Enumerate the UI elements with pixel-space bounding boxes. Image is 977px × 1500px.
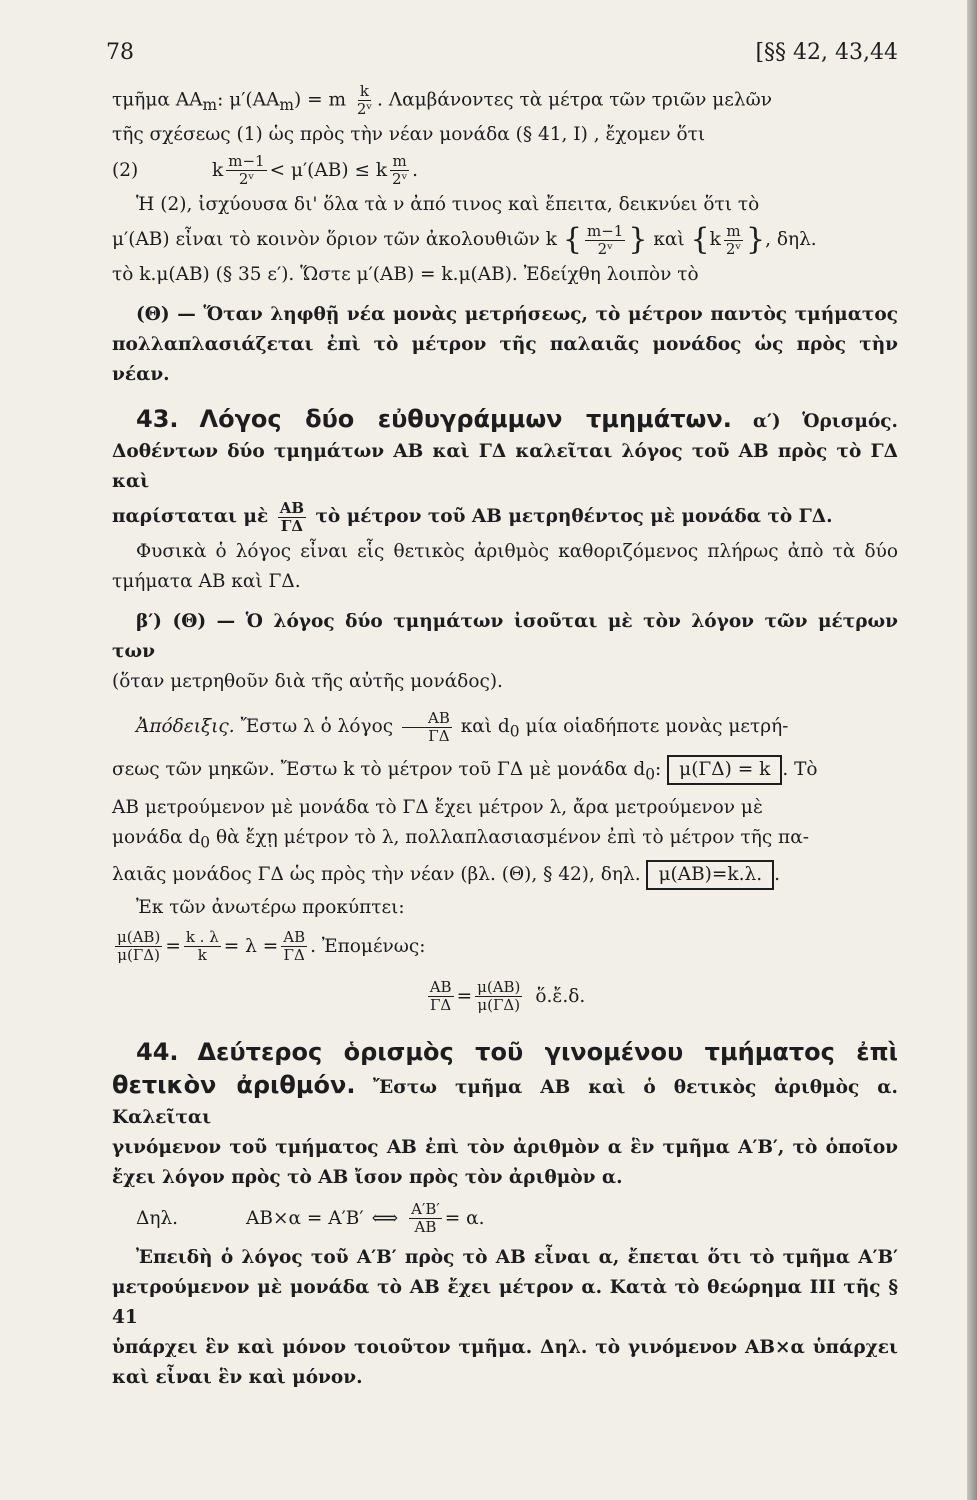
section-44 <box>112 1037 898 1393</box>
paragraph-2-line-3: τὸ k.μ(ΑΒ) (§ 35 ε′). Ὥστε μ′(ΑΒ) = k.μ(ΑΒ). Ἐδείχθη λοιπὸν τὸ <box>112 264 699 286</box>
boxed-mu-gd: μ(ΓΔ) = k <box>667 755 782 785</box>
final-equation: $\frac{AB}{\Gamma\Delta}$ = $\frac{\mu(AB)}{\mu(\Gamma\Delta)}$ ὅ.ἔ.δ. <box>429 977 586 1014</box>
section-reference: [§§ 42, 43,44 <box>755 40 898 65</box>
section-43 <box>112 404 898 1023</box>
definition-line-1: Δοθέντων δύο τμημάτων ΑΒ καὶ ΓΔ καλεῖται λόγος τοῦ ΑΒ πρὸς τὸ ΓΔ καὶ <box>112 441 898 493</box>
closing-paragraph-2: ὑπάρχει ἓν καὶ μόνον τοιοῦτον τμῆμα. Δηλ. τὸ γινόμενον ΑΒ×α ὑπάρχει καὶ εἶναι ἓν καὶ μόνον. <box>112 1337 898 1389</box>
subsection-b-theorem: β′) (Θ) — Ὁ λόγος δύο τμημάτων ἰσοῦται μὲ τὸν λόγον τῶν μέτρων των <box>112 611 898 663</box>
definition-equation: Δηλ. ΑΒ×α = Α′Β′ ⟺ $\frac{A'B'}{AB}$ = α. <box>136 1199 485 1236</box>
definition-line-2: παρίσταται μὲ $\frac{AB}{\Gamma\Delta}$ τὸ μέτρον τοῦ ΑΒ μετρηθέντος μὲ μονάδα τὸ ΓΔ. <box>112 498 833 535</box>
page-edge <box>967 0 977 1500</box>
qed-mark: ὅ.ἔ.δ. <box>535 985 586 1007</box>
ratio-remark: Φυσικὰ ὁ λόγος εἶναι εἷς θετικὸς ἀριθμὸς καθοριζόμενος πλήρως ἀπὸ τὰ δύο τμήματα ΑΒ καὶ ΓΔ. <box>112 541 898 593</box>
section-44-definition: γινόμενον τοῦ τμήματος ΑΒ ἐπὶ τὸν ἀριθμὸν α ἓν τμῆμα Α′Β′, τὸ ὁποῖον ἔχει λόγον πρὸς τὸ ΑΒ ἴσον πρὸς τὸν ἀριθμὸν α. <box>112 1137 898 1189</box>
intro-line-1: τμῆμα $AA_m$: $\mu'(AA_m) = m$ $\frac{k}{\text{2ᵛ}}$ . Λαμβάνοντες τὰ μέτρα τῶν τριῶν μελῶν <box>112 82 772 118</box>
proof-line-4: μονάδα $d_0$ θὰ ἔχῃ μέτρον τὸ λ, πολλαπλασιασμένον ἐπὶ τὸ μέτρον τῆς πα- <box>112 826 809 852</box>
equivalence-arrow: ⟺ <box>371 1207 399 1229</box>
proof-line-1: Ἀπόδειξις. Ἔστω λ ὁ λόγος $\frac{AB}{\Gamma\Delta}$ καὶ $d_0$ μία οἱαδήποτε μονὰς μετρή- <box>136 708 789 745</box>
equation-label: (2) <box>112 159 139 181</box>
proof-label: Ἀπόδειξις. <box>136 716 235 738</box>
section-44-title: Δεύτερος ὁρισμὸς τοῦ γινομένου τμήματος ἐπὶ θετικὸν ἀριθμόν. <box>112 1038 898 1100</box>
ratio-equation: $\frac{\mu(AB)}{\mu(\Gamma\Delta)}$ = $\frac{k . \lambda}{k}$ = λ = $\frac{AB}{\Gamma\Delta}$ . Ἐπομένως: <box>117 927 426 964</box>
equation-2: (2) k $\frac{m-1}{\text{2ᵛ}}$ < μ′(ΑΒ) ≤ k $\frac{m}{\text{2ᵛ}}$ . <box>112 151 419 188</box>
proof-line-5: λαιᾶς μονάδος ΓΔ ὡς πρὸς τὴν νέαν (βλ. (Θ), § 42), δηλ. μ(ΑΒ)=k.λ. . <box>112 857 898 893</box>
subsection-b-theorem-cont: (ὅταν μετρηθοῦν διὰ τῆς αὐτῆς μονάδος). <box>112 671 503 693</box>
section-43-title: Λόγος δύο εὐθυγράμμων τμημάτων. <box>199 405 732 434</box>
proof-line-6: Ἐκ τῶν ἀνωτέρω προκύπτει: <box>136 897 405 919</box>
paragraph-2-line-2: μ′(ΑΒ) εἶναι τὸ κοινὸν ὅριον τῶν ἀκολουθιῶν k { $\frac{m-1}{\text{2ᵛ}}$ } καὶ {k $\frac{m}{\text{2ᵛ}}$ }, δηλ. <box>112 221 817 258</box>
book-page <box>106 40 898 1393</box>
proof-line-2: σεως τῶν μηκῶν. Ἔστω k τὸ μέτρον τοῦ ΓΔ μὲ μονάδα $d_0$: μ(ΓΔ) = k . Τὸ <box>112 752 898 793</box>
closing-paragraph-1: Ἐπειδὴ ὁ λόγος τοῦ Α′Β′ πρὸς τὸ ΑΒ εἶναι α, ἔπεται ὅτι τὸ τμῆμα Α′Β′ μετρούμενον μὲ μονάδα τὸ ΑΒ ἔχει μέτρον α. Κατὰ τὸ θεώρημα ΙΙΙ τῆς § 41 <box>112 1247 898 1329</box>
page-header <box>106 40 898 65</box>
proof-line-3: ΑΒ μετρούμενον μὲ μονάδα τὸ ΓΔ ἔχει μέτρον λ, ἄρα μετρούμενον μὲ <box>112 796 763 818</box>
section-43-heading <box>112 404 898 497</box>
section-44-number: 44. <box>136 1038 179 1067</box>
page-number: 78 <box>106 40 134 65</box>
theorem-theta: (Θ) — Ὅταν ληφθῇ νέα μονὰς μετρήσεως, τὸ μέτρον παντὸς τμήματος πολλαπλασιάζεται ἐπὶ τὸ μέτρον τῆς παλαιᾶς μονάδος ὡς πρὸς τὴν νέαν. <box>112 304 898 386</box>
section-44-intro: Ἔστω τμῆμα ΑΒ καὶ ὁ θετικὸς ἀριθμὸς α. Καλεῖται <box>112 1077 898 1129</box>
boxed-mu-ab: μ(ΑΒ)=k.λ. <box>646 860 774 890</box>
section-43-number: 43. <box>136 405 179 434</box>
subsection-a-label: α′) Ὁρισμός. <box>752 411 898 433</box>
intro-line-2: τῆς σχέσεως (1) ὡς πρὸς τὴν νέαν μονάδα (§ 41, Ι) , ἔχομεν ὅτι <box>112 124 706 146</box>
section-44-heading <box>112 1037 898 1133</box>
fraction: $\frac{k}{\text{2ᵛ}}$ <box>356 82 373 118</box>
paragraph-2-line-1: Ἡ (2), ἰσχύουσα δι' ὅλα τὰ ν ἀπό τινος καὶ ἔπειτα, δεικνύει ὅτι τὸ <box>136 194 760 216</box>
closing-paragraph <box>112 1243 898 1393</box>
